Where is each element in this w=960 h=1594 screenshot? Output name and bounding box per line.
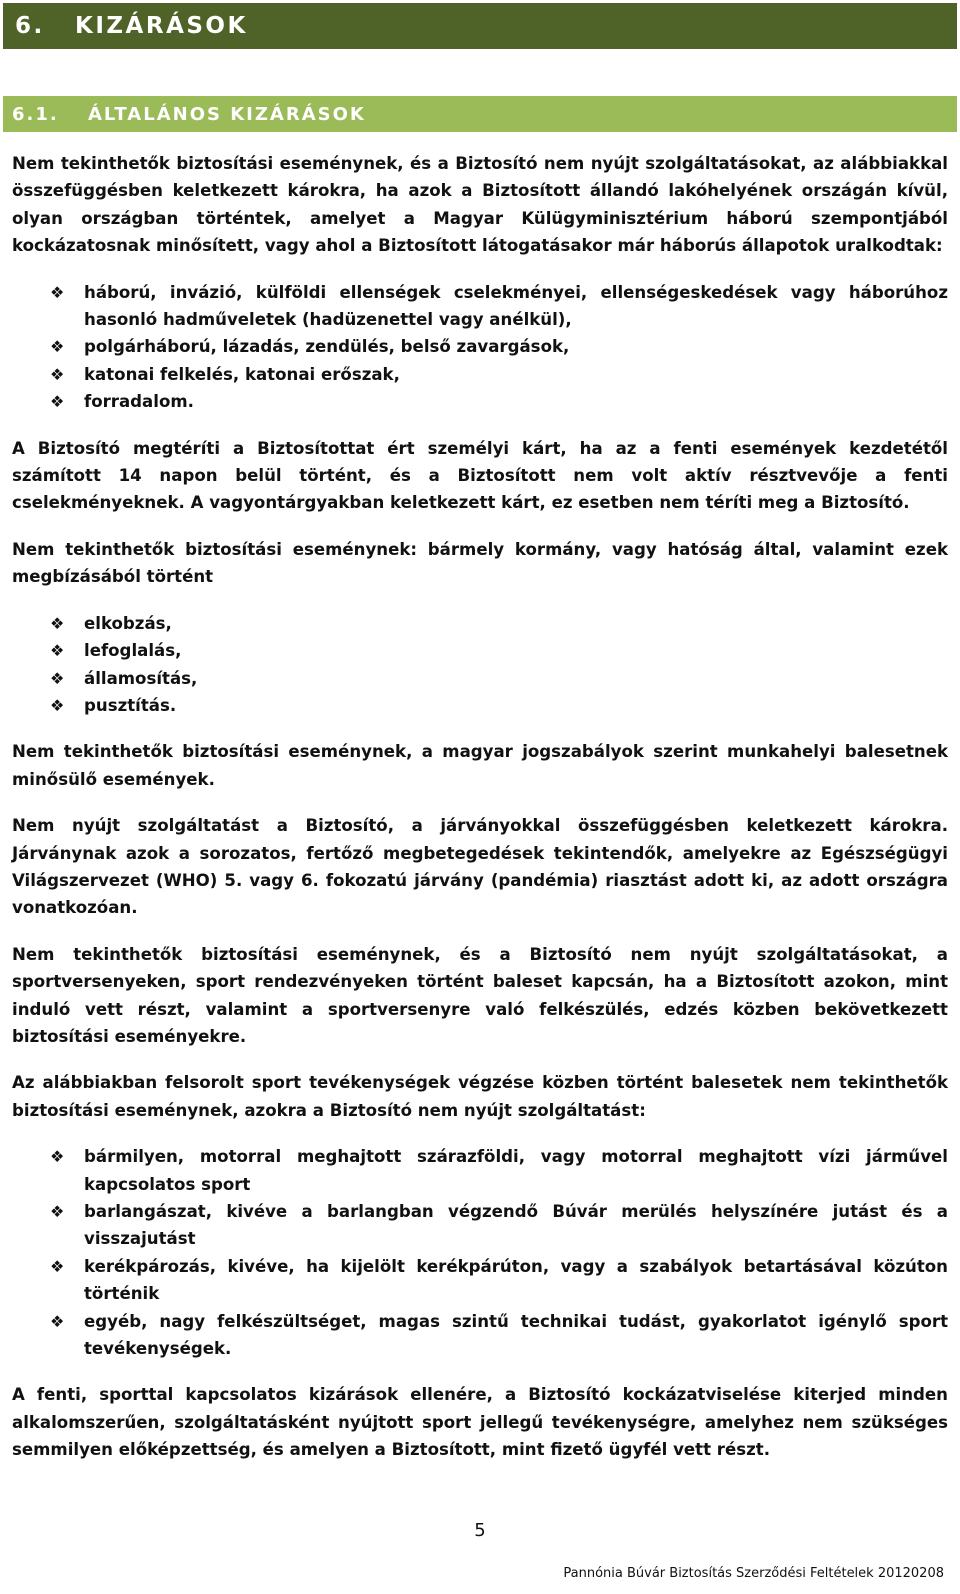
list-item: ❖ bármilyen, motorral meghajtott szárazföldi, vagy motorral meghajtott vízi járművel kapcsolatos sport	[12, 1143, 948, 1198]
diamond-bullet-icon: ❖	[50, 613, 65, 633]
list-item: ❖ polgárháború, lázadás, zendülés, belső zavargások,	[12, 333, 948, 360]
section-heading	[3, 3, 957, 49]
diamond-bullet-icon: ❖	[50, 337, 65, 357]
bullet-list-sports	[12, 1143, 948, 1362]
paragraph: Nem tekinthetők biztosítási eseménynek: bármely kormány, vagy hatóság által, valamint ezek megbízásából történt	[12, 539, 948, 587]
section-number: 6.	[15, 13, 45, 39]
paragraph: Az alábbiakban felsorolt sport tevékenységek végzése közben történt balesetek nem tekinthetők biztosítási eseménynek, azokra a Biztosító nem nyújt szolgáltatást:	[12, 1073, 948, 1120]
diamond-bullet-icon: ❖	[50, 668, 65, 688]
list-item: ❖ barlangászat, kivéve a barlangban végzendő Búvár merülés helyszínére jutást és a visszajutást	[12, 1198, 948, 1253]
subsection-title: ÁLTALÁNOS KIZÁRÁSOK	[88, 103, 366, 125]
list-item: ❖ lefoglalás,	[12, 637, 948, 664]
list-item: ❖ államosítás,	[12, 665, 948, 692]
document-body	[12, 150, 948, 1483]
list-item: ❖ forradalom.	[12, 388, 948, 415]
diamond-bullet-icon: ❖	[50, 1147, 65, 1167]
list-item: ❖ háború, invázió, külföldi ellenségek cselekményei, ellenségeskedések vagy háborúhoz hasonló hadműveletek (hadüzenettel vagy anélkül),	[12, 279, 948, 334]
diamond-bullet-icon: ❖	[50, 1202, 65, 1221]
list-item: ❖ kerékpározás, kivéve, ha kijelölt kerékpárúton, vagy a szabályok betartásával közúton történik	[12, 1253, 948, 1308]
diamond-bullet-icon: ❖	[50, 364, 65, 384]
paragraph: A Biztosító megtéríti a Biztosítottat ért személyi kárt, ha az a fenti események kezdetétől számított 14 napon belül történt, és a Biztosított nem volt aktív résztvevője a fenti cselekményeknek. A vagyontárgyakban keletkezett kárt, ez esetben nem téríti meg a Biztosító.	[12, 438, 948, 513]
diamond-bullet-icon: ❖	[50, 1256, 65, 1276]
paragraph: Nem tekinthetők biztosítási eseménynek, és a Biztosító nem nyújt szolgáltatásokat, a sportversenyeken, sport rendezvényeken történt baleset kapcsán, ha a Biztosított azokon, mint induló vett részt, valamint a sportversenyre való felkészülés, edzés közben bekövetkezett biztosítási eseményekre.	[12, 944, 948, 1046]
subsection-number: 6.1.	[12, 103, 59, 125]
paragraph: Nem tekinthetők biztosítási eseménynek, és a Biztosító nem nyújt szolgáltatásokat, az alábbiakkal összefüggésben keletkezett károkra, ha azok a Biztosított állandó lakóhelyének országán kívül, olyan országban történtek, amelyet a Magyar Külügyminisztérium háború szempontjából kockázatosnak minősített, vagy ahol a Biztosított látogatásakor már háborús állapotok uralkodtak:	[12, 154, 948, 256]
list-item: ❖ pusztítás.	[12, 692, 948, 719]
list-item: ❖ egyéb, nagy felkészültséget, magas szintű technikai tudást, gyakorlatot igénylő sport tevékenységek.	[12, 1308, 948, 1363]
list-item: ❖ elkobzás,	[12, 610, 948, 637]
diamond-bullet-icon: ❖	[50, 282, 65, 302]
paragraph: A fenti, sporttal kapcsolatos kizárások ellenére, a Biztosító kockázatviselése kiterjed minden alkalomszerűen, szolgáltatásként nyújtott sport jellegű tevékenységre, amelyhez nem szükséges semmilyen előképzettség, és amelyen a Biztosított, mint fizető ügyfél vett részt.	[12, 1385, 948, 1460]
paragraph: Nem tekinthetők biztosítási eseménynek, a magyar jogszabályok szerint munkahelyi balesetnek minősülő események.	[12, 742, 948, 789]
footer-note: Pannónia Búvár Biztosítás Szerződési Feltételek 20120208	[563, 1566, 944, 1581]
bullet-list-government	[12, 610, 948, 720]
list-item: ❖ katonai felkelés, katonai erőszak,	[12, 361, 948, 388]
page-number: 5	[474, 1520, 486, 1541]
diamond-bullet-icon: ❖	[50, 392, 65, 412]
diamond-bullet-icon: ❖	[50, 1311, 65, 1331]
section-title: KIZÁRÁSOK	[75, 13, 248, 39]
bullet-list-war	[12, 279, 948, 416]
diamond-bullet-icon: ❖	[50, 641, 65, 661]
diamond-bullet-icon: ❖	[50, 695, 65, 715]
subsection-heading	[3, 96, 957, 132]
paragraph: Nem nyújt szolgáltatást a Biztosító, a járványokkal összefüggésben keletkezett károkra. Járványnak azok a sorozatos, fertőző megbetegedések tekintendők, amelyekre az Egészségügyi Világszervezet (WHO) 5. vagy 6. fokozatú járvány (pandémia) riasztást adott ki, az adott országra vonatkozóan.	[12, 816, 948, 918]
